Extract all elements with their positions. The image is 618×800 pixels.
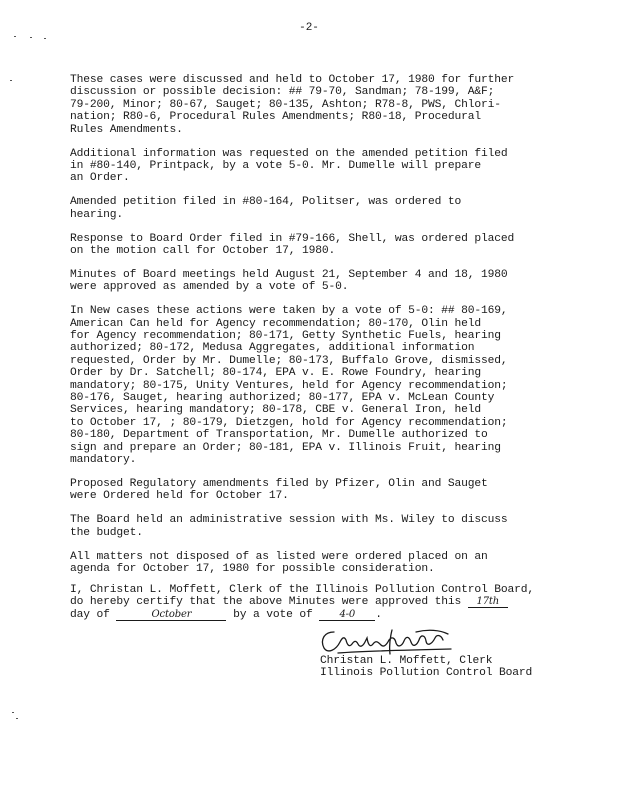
- paragraph: Amended petition filed in #80-164, Politser, was ordered to hearing.: [70, 196, 462, 221]
- paragraph: All matters not disposed of as listed were ordered placed on an agenda for October 17, 1980 for possible consideration.: [70, 550, 488, 575]
- scan-speck: [30, 37, 32, 38]
- signer-board: Illinois Pollution Control Board: [320, 667, 533, 680]
- scan-speck: [16, 718, 18, 719]
- vote-field: 4-0: [319, 610, 375, 621]
- scan-speck: [14, 36, 16, 37]
- certification-line-3: day of October by a vote of 4-0 .: [70, 608, 382, 621]
- paragraph: Response to Board Order filed in #79-166, Shell, was ordered placed on the motion call for October 17, 1980.: [70, 232, 515, 257]
- certification: [70, 584, 570, 621]
- scan-speck: [44, 38, 46, 39]
- paragraph: Minutes of Board meetings held August 21, September 4 and 18, 1980 were approved as amended by a vote of 5-0.: [70, 268, 508, 294]
- paragraph: In New cases these actions were taken by a vote of 5-0: ## 80-169, American Can held for Agency recommendation; 80-170, Olin held for Agency recommendation; 80-171, Getty Synthetic Fuels, hearing authorized; 80-172, Medusa Aggregates, additional information requested, Order by Mr. Dumelle; 80-173, Buffalo Grove, dismissed, Order by Dr. Satchell; 80-174, EPA v. E. Rowe Foundry, hearing mandatory; 80-175, Unity Ventures, held for Agency recommendation; 80-176, Sauget, hearing authorized; 80-177, EPA v. McLean County Services, hearing mandatory; 80-178, CBE v. General Iron, held to October 17, ; 80-179, Dietzgen, hold for Agency recommendation; 80-180, Department of Transportation, Mr. Dumelle authorized to sign and prepare an Order; 80-181, EPA v. Illinois Fruit, hearing mandatory.: [70, 305, 508, 467]
- page-number: -2-: [299, 22, 319, 34]
- scan-speck: [10, 80, 12, 81]
- paragraph: These cases were discussed and held to October 17, 1980 for further discussion or possible decision: ## 79-70, Sandman; 78-199, A&F; 79-200, Minor; 80-67, Sauget; 80-135, Ashton; R78-8, PWS, Chlori- nation; R80-6, Procedural Rules Amendments; R80-18, Procedural Rules Amendments.: [70, 74, 515, 136]
- paragraph: Proposed Regulatory amendments filed by Pfizer, Olin and Sauget were Ordered held for October 17.: [70, 477, 488, 503]
- month-field: October: [116, 610, 226, 621]
- certification-line-2: do hereby certify that the above Minutes were approved this 17th: [70, 596, 570, 608]
- scan-speck: [12, 712, 14, 713]
- day-field: 17th: [468, 597, 508, 608]
- certification-line-1: I, Christan L. Moffett, Clerk of the Illinois Pollution Control Board,: [70, 584, 535, 596]
- paragraph: The Board held an administrative session with Ms. Wiley to discuss the budget.: [70, 514, 508, 539]
- signer-block: [320, 655, 532, 680]
- minutes-body: [70, 74, 560, 587]
- signer-name: Christan L. Moffett, Clerk: [320, 655, 493, 667]
- paragraph: Additional information was requested on the amended petition filed in #80-140, Printpack, by a vote 5-0. Mr. Dumelle will prepare an Order.: [70, 147, 508, 185]
